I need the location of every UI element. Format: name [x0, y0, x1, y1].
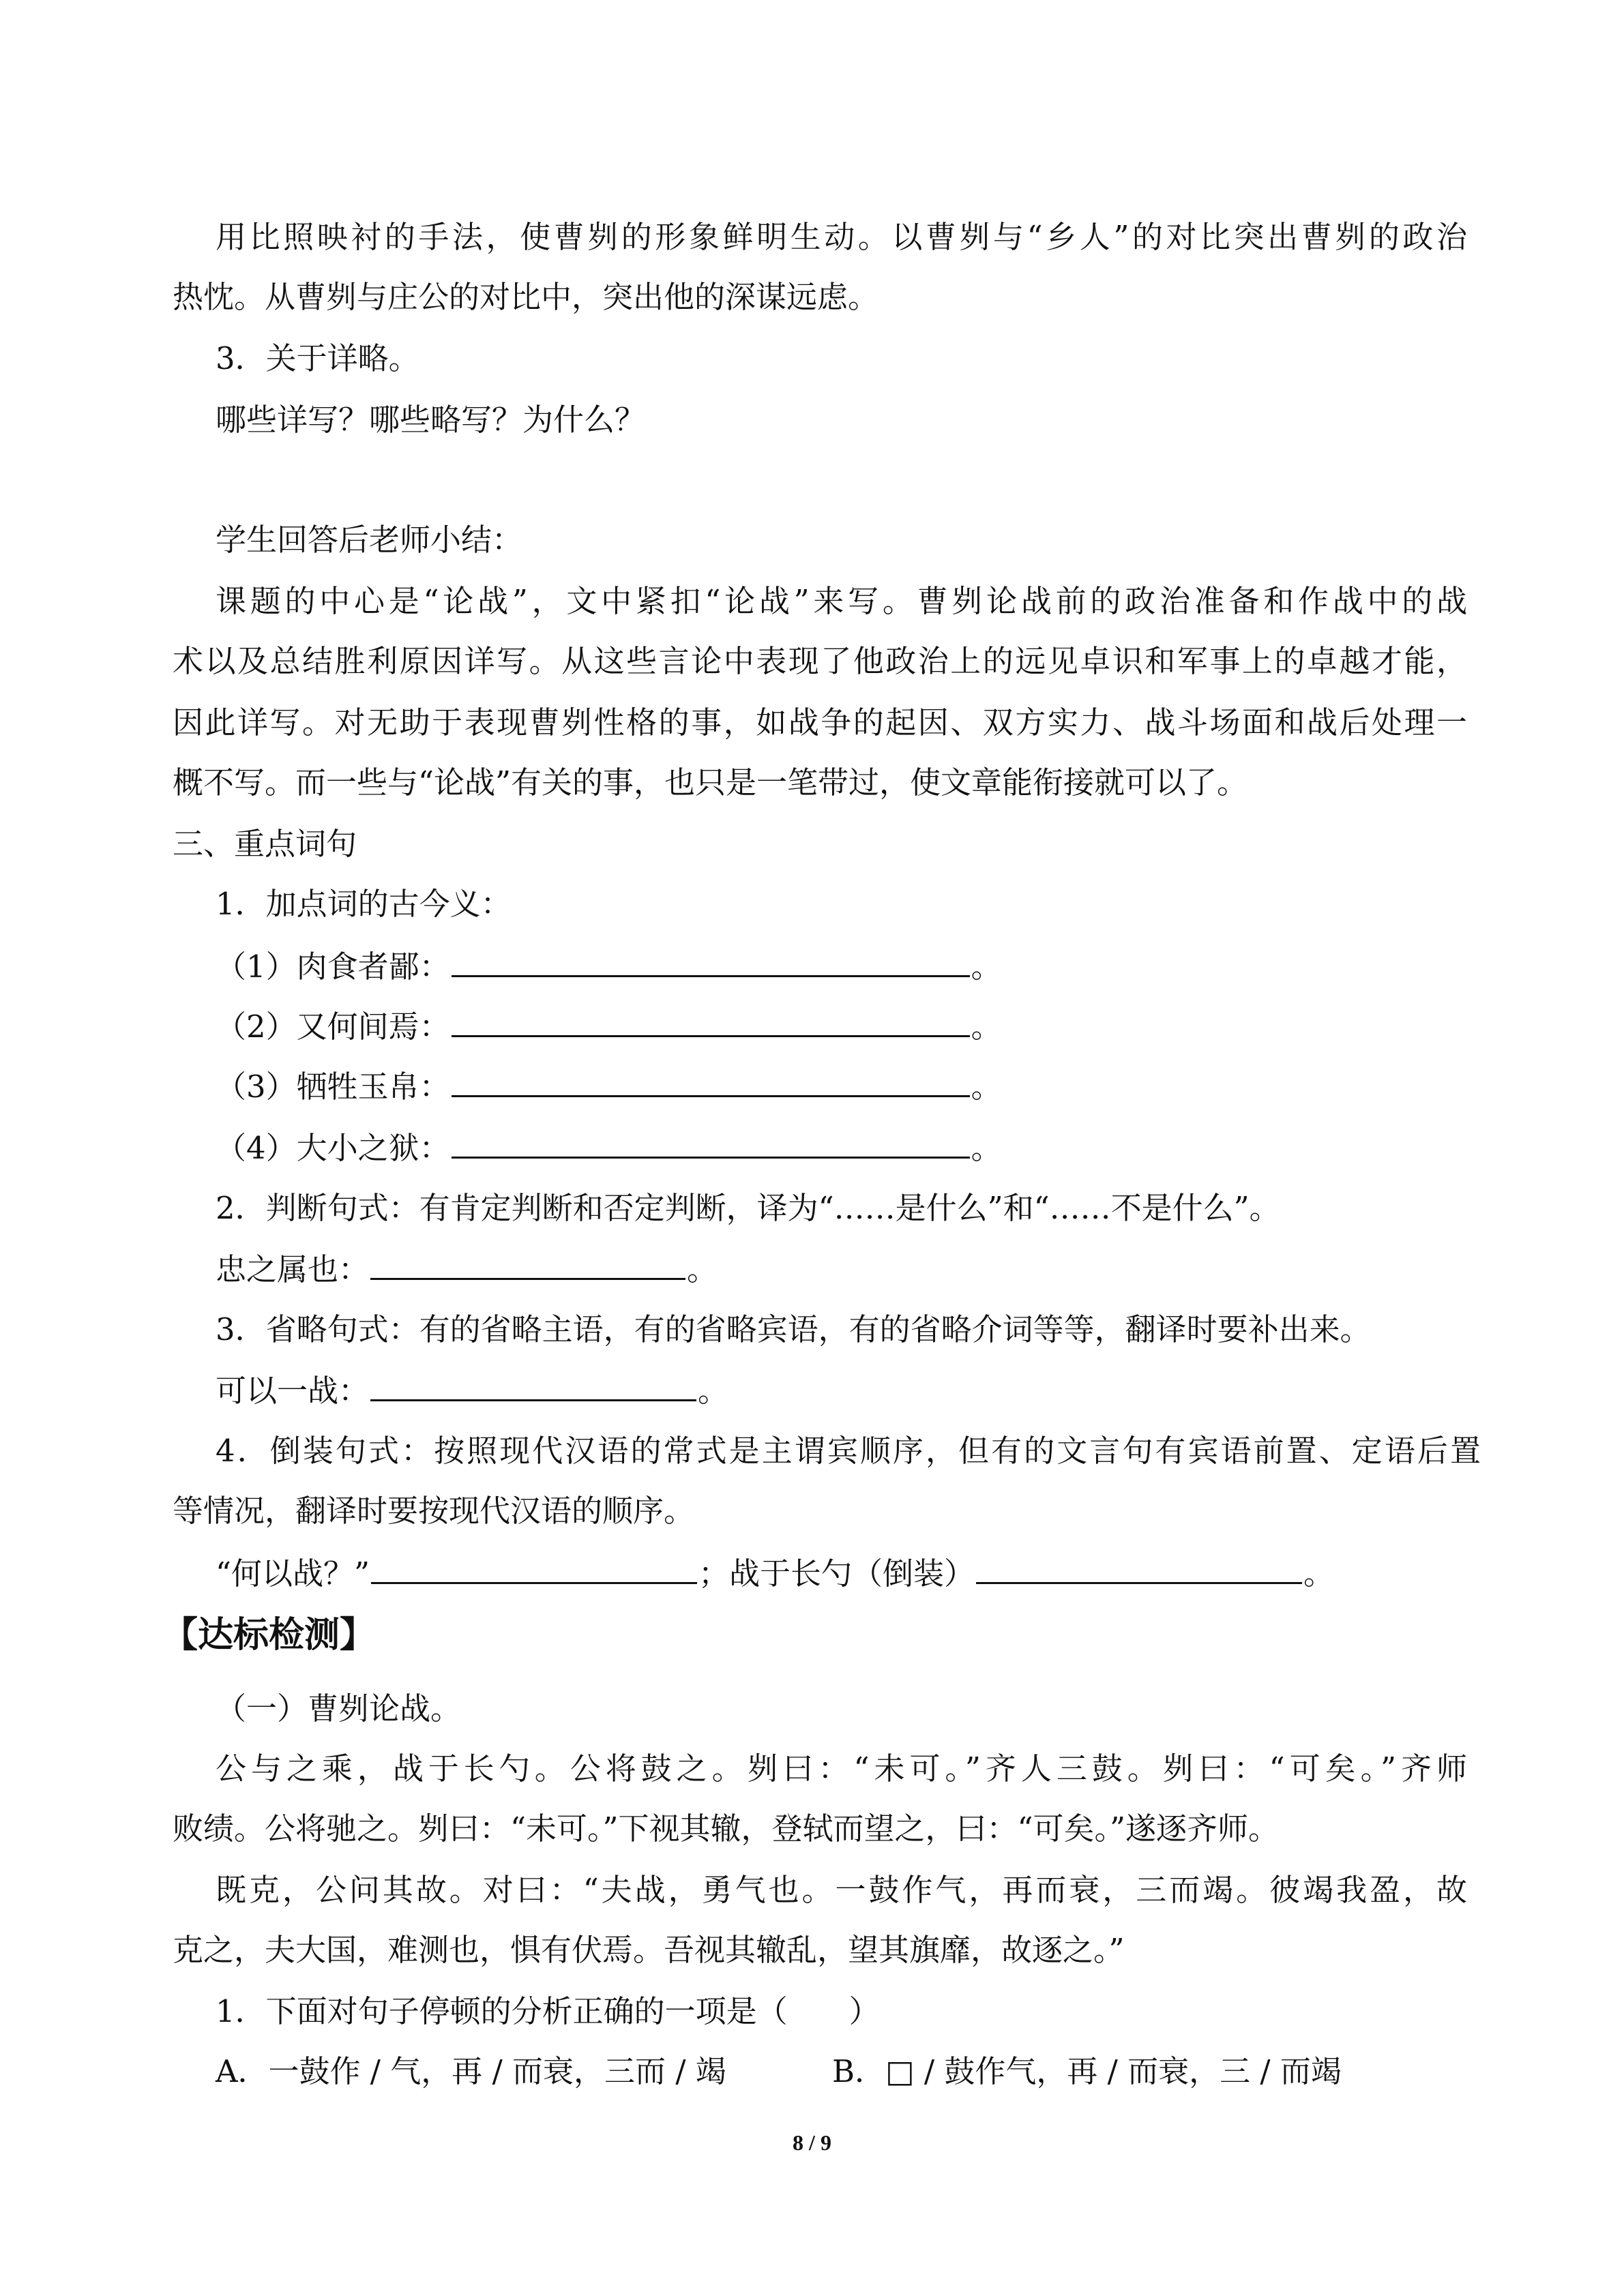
question-line: 哪些详写？哪些略写？为什么？ — [216, 402, 646, 438]
period-mark: 。 — [971, 1069, 1002, 1105]
item-3-detail: 3．关于详略。 — [216, 340, 419, 376]
passage-line-2: 败绩。公将驰之。刿曰：“未可。”下视其辙，登轼而望之，曰：“可矣。”遂逐齐师。 — [173, 1810, 1280, 1847]
answer-blank-7[interactable] — [371, 1552, 697, 1584]
paragraph-summary-line-2: 术以及总结胜利原因详写。从这些言论中表现了他政治上的远见卓识和军事上的卓越才能， — [173, 643, 1467, 679]
sub-item-1 — [216, 945, 1002, 987]
paragraph-summary-line-3: 因此详写。对无助于表现曹刿性格的事，如战争的起因、双方实力、战斗场面和战后处理一 — [173, 704, 1467, 741]
sub-item-2-label: （2）又何间焉： — [216, 1009, 450, 1045]
answer-blank-3[interactable] — [452, 1065, 970, 1097]
paragraph-contrast-line-2: 热忱。从曹刿与庄公的对比中，突出他的深谋远虑。 — [173, 279, 879, 315]
teacher-summary-label: 学生回答后老师小结： — [216, 522, 523, 558]
item-4-inversion-line-2: 等情况，翻译时要按现代汉语的顺序。 — [173, 1493, 695, 1529]
period-mark: 。 — [971, 1130, 1002, 1166]
answer-blank-6[interactable] — [370, 1369, 696, 1401]
paragraph-summary-line-1: 课题的中心是“论战”，文中紧扣“论战”来写。曹刿论战前的政治准备和作战中的战 — [216, 583, 1467, 619]
item-4-example-a: “何以战？” — [216, 1555, 370, 1592]
sub-item-4-label: （4）大小之狱： — [216, 1130, 450, 1166]
section-test-title: 【达标检测】 — [162, 1615, 376, 1656]
paragraph-contrast-line-1: 用比照映衬的手法，使曹刿的形象鲜明生动。以曹刿与“乡人”的对比突出曹刿的政治 — [216, 219, 1467, 255]
answer-blank-2[interactable] — [452, 1005, 970, 1037]
item-1-ancient-modern: 1．加点词的古今义： — [216, 886, 512, 922]
page-number: 8 / 9 — [793, 2130, 831, 2155]
option-a[interactable]: A．一鼓作 / 气，再 / 而衰，三而 / 竭 — [216, 2053, 726, 2089]
option-b[interactable]: B．□ / 鼓作气，再 / 而衰，三 / 而竭 — [832, 2053, 1342, 2089]
paragraph-summary-line-4: 概不写。而一些与“论战”有关的事，也只是一笔带过，使文章能衔接就可以了。 — [173, 764, 1248, 801]
sub-item-3 — [216, 1065, 1002, 1107]
item-3-example — [216, 1369, 728, 1412]
period-mark: 。 — [687, 1251, 718, 1287]
period-mark: 。 — [971, 949, 1002, 985]
passage-line-3: 既克，公问其故。对曰：“夫战，勇气也。一鼓作气，再而衰，三而竭。彼竭我盈，故 — [216, 1872, 1467, 1908]
item-3-example-label: 可以一战： — [216, 1373, 370, 1409]
answer-blank-1[interactable] — [452, 945, 970, 977]
answer-blank-4[interactable] — [452, 1127, 970, 1159]
period-mark: 。 — [971, 1009, 1002, 1045]
answer-blank-5[interactable] — [370, 1248, 685, 1280]
item-2-example — [216, 1248, 718, 1290]
period-mark: 。 — [698, 1373, 729, 1409]
sub-item-3-label: （3）牺牲玉帛： — [216, 1069, 450, 1105]
sub-item-2 — [216, 1005, 1002, 1047]
item-3-omission: 3．省略句式：有的省略主语，有的省略宾语，有的省略介词等等，翻译时要补出来。 — [216, 1311, 1371, 1347]
section-key-phrases-title: 三、重点词句 — [173, 826, 357, 862]
sub-item-1-label: （1）肉食者鄙： — [216, 949, 450, 985]
item-2-judgment: 2．判断句式：有肯定判断和否定判断，译为“……是什么”和“……不是什么”。 — [216, 1190, 1280, 1226]
period-mark: 。 — [1303, 1555, 1335, 1592]
sub-item-4 — [216, 1127, 1002, 1169]
item-4-inversion-line-1: 4．倒装句式：按照现代汉语的常式是主谓宾顺序，但有的文言句有宾语前置、定语后置 — [216, 1433, 1481, 1469]
item-4-separator: ；战于长勺（倒装） — [698, 1555, 975, 1592]
passage-line-1: 公与之乘，战于长勺。公将鼓之。刿曰：“未可。”齐人三鼓。刿曰：“可矣。”齐师 — [216, 1750, 1467, 1787]
item-4-example — [216, 1552, 1334, 1594]
question-1: 1．下面对句子停顿的分析正确的一项是（ ） — [216, 1993, 880, 2029]
passage-line-4: 克之，夫大国，难测也，惧有伏焉。吾视其辙乱，望其旗靡，故逐之。” — [173, 1932, 1125, 1968]
item-2-example-label: 忠之属也： — [216, 1251, 370, 1287]
answer-blank-8[interactable] — [976, 1552, 1302, 1584]
test-subsection-title: （一）曹刿论战。 — [216, 1690, 462, 1727]
